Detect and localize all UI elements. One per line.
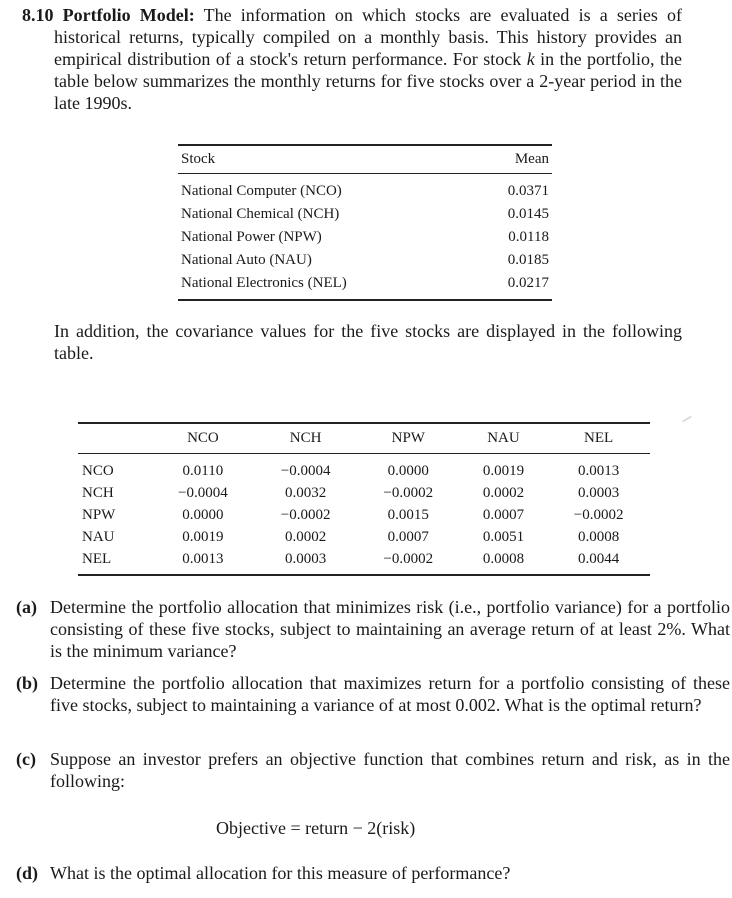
stock-name: National Chemical (NCH) [181,206,340,222]
table-cell: −0.0004 [178,485,228,501]
table-cell: 0.0032 [284,485,327,501]
table-cell: 0.0003 [578,485,620,501]
question-label: (d) [16,863,38,883]
stock-name: National Power (NPW) [181,229,322,245]
table-cell: 0.0013 [182,551,224,567]
column-header: NCO [152,423,255,454]
question-text: What is the optimal allocation for this measure of performance? [50,863,511,883]
row-label: NAU [82,529,115,545]
mean-value: 0.0217 [507,275,549,291]
table-row [178,226,552,249]
table-cell: 0.0000 [182,507,224,523]
table-cell: 0.0019 [182,529,224,545]
table-row [78,548,650,575]
problem-text: The information on which stocks are evaluated is a series of historical returns, typically compiled on a monthly basis. This history provides an empirical distribution of a stock's return performance. For stock k in the portfolio, the table below summarizes the monthly returns for five stocks over a 2-year period in the late 1990s. [54,5,682,113]
question-text: Determine the portfolio allocation that minimizes risk (i.e., portfolio variance) for a portfolio consisting of these five stocks, subject to maintaining an average return of at least 2%. What is the minimum variance? [50,597,730,661]
table-row [178,272,552,300]
column-header: NCH [254,423,357,454]
table-cell: 0.0015 [387,507,429,523]
table-row [178,174,552,204]
column-header: NAU [460,423,548,454]
table-cell: 0.0044 [578,551,620,567]
table-cell: 0.0019 [482,463,525,479]
table-header-row [78,423,650,454]
table-cell: 0.0051 [482,529,525,545]
table-cell: 0.0008 [578,529,620,545]
table-row [78,454,650,483]
table-cell: −0.0004 [280,463,331,479]
table-cell: 0.0000 [387,463,429,479]
column-header [78,423,152,454]
scan-mark [682,416,692,423]
objective-formula: Objective = return − 2(risk) [216,818,416,838]
mean-value: 0.0145 [507,206,549,222]
stock-name: National Auto (NAU) [181,252,312,268]
row-label: NEL [82,551,112,567]
table-row [78,482,650,504]
question-label: (c) [16,749,36,769]
row-label: NPW [82,507,116,523]
mean-value: 0.0185 [507,252,549,268]
problem-number: 8.10 [22,5,54,25]
question-label: (a) [16,597,37,617]
table-cell: −0.0002 [573,507,624,523]
covariance-intro-text: In addition, the covariance values for the five stocks are displayed in the following table. [54,321,682,363]
stock-name: National Computer (NCO) [181,183,342,199]
stock-name: National Electronics (NEL) [181,275,347,291]
table-row [178,203,552,226]
table-cell: 0.0013 [578,463,620,479]
column-header: NPW [357,423,460,454]
table-cell: 0.0110 [182,463,224,479]
table-cell: 0.0007 [387,529,429,545]
question-text: Determine the portfolio allocation that maximizes return for a portfolio consisting of these five stocks, subject to maintaining a variance of at most 0.002. What is the optimal return? [50,673,730,715]
table-row [78,504,650,526]
column-header: Stock [178,145,471,174]
problem-statement [22,4,682,114]
covariance-table [78,422,650,576]
table-cell: −0.0002 [280,507,331,523]
table-cell: 0.0007 [482,507,525,523]
question-label: (b) [16,673,38,693]
table-row [78,526,650,548]
mean-value: 0.0371 [507,183,549,199]
column-header: NEL [547,423,650,454]
table-header-row [178,145,552,174]
row-label: NCO [82,463,114,479]
mean-value: 0.0118 [508,229,549,245]
table-cell: 0.0002 [482,485,525,501]
table-row [178,249,552,272]
table-cell: 0.0002 [284,529,327,545]
mean-returns-table [178,144,552,301]
column-header: Mean [471,145,552,174]
problem-title: Portfolio Model: [62,5,195,25]
row-label: NCH [82,485,114,501]
table-cell: −0.0002 [383,551,434,567]
table-cell: −0.0002 [383,485,434,501]
question-text: Suppose an investor prefers an objective function that combines return and risk, as in the following: [50,749,730,791]
table-cell: 0.0003 [284,551,327,567]
table-cell: 0.0008 [482,551,525,567]
